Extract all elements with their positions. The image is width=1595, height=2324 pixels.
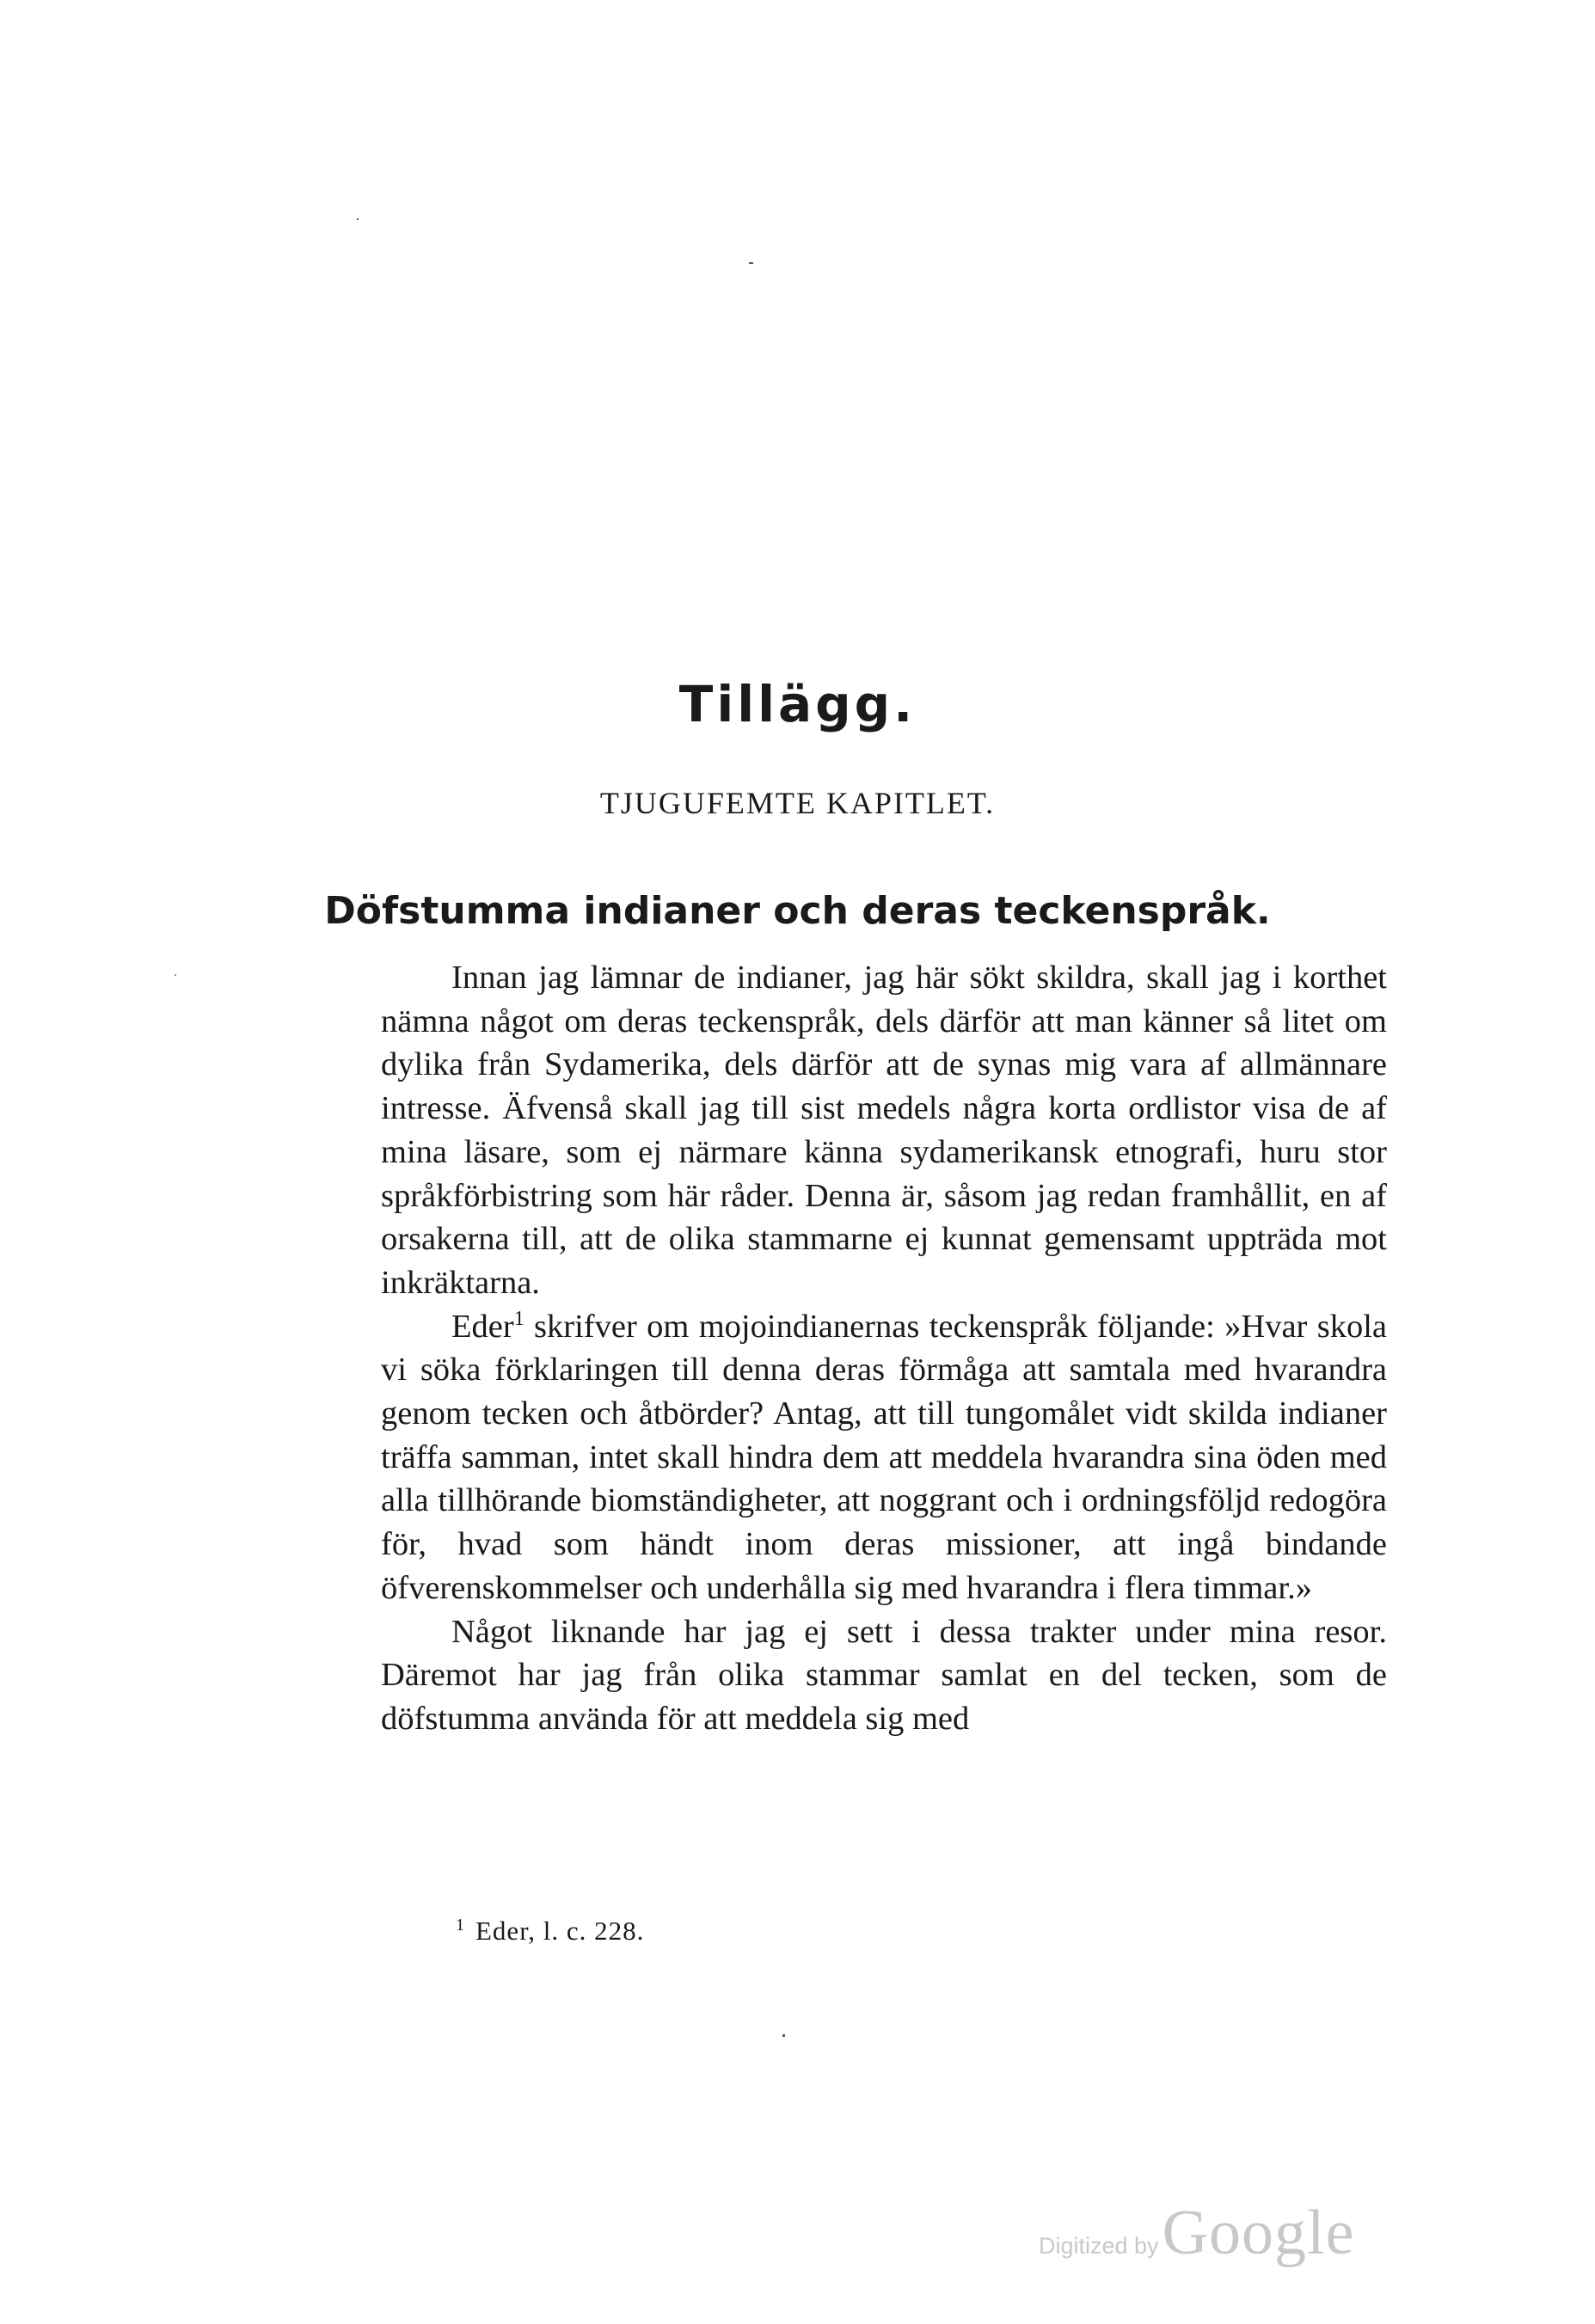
paragraph-3: Något liknande har jag ej sett i dessa trakter under mina resor. Däremot har jag från olika stammar samlat en del tecken, som de döfstumma använda för att meddela sig med	[381, 1613, 1387, 1737]
digitized-watermark	[1039, 2197, 1400, 2274]
scan-speck	[357, 218, 359, 220]
paragraph-2-lead: Eder	[451, 1308, 514, 1345]
chapter-label: TJUGUFEMTE KAPITLET.	[599, 786, 996, 820]
footnote-reference[interactable]: 1	[513, 1307, 525, 1330]
footnote-text: Eder, l. c. 228.	[475, 1916, 645, 1946]
body-text	[381, 956, 1387, 1741]
scan-speck	[175, 974, 176, 976]
scan-speck	[749, 262, 753, 264]
paragraph-2	[381, 1305, 1387, 1610]
watermark-prefix: Digitized by	[1039, 2233, 1159, 2259]
paragraph-1: Innan jag lämnar de indianer, jag här sökt skildra, skall jag i korthet nämna något om deras teckenspråk, dels därför att man känner så litet om dylika från Sydamerika, dels därför att de synas mig vara af allmännare intresse. Äfvenså skall jag till sist medels några korta ordlistor visa de af mina läsare, som ej närmare känna sydamerikansk etnografi, huru stor språkförbistring som här råder. Denna är, såsom jag redan framhållit, en af orsakerna till, att de olika stammarne ej kunnat gemensamt uppträda mot inkräktarna.	[381, 960, 1387, 1301]
footnote-number: 1	[456, 1915, 465, 1935]
chapter-title: Döfstumma indianer och deras teckenspråk.	[324, 888, 1271, 933]
scan-speck	[782, 2034, 785, 2037]
paragraph-2-text: skrifver om mojoindianernas teckenspråk följande: »Hvar skola vi söka förklaringen till denna deras förmåga att samtala med hvarandra genom tecken och åtbörder? Antag, att till tungomålet vidt skilda indianer träffa samman, intet skall hindra dem att meddela hvarandra sina öden med alla tillhörande biomständigheter, att noggrant och i ordningsföljd redogöra för, hvad som händt inom deras missioner, att ingå bindande öfverenskommelser och underhålla sig med hvarandra i flera timmar.»	[381, 1308, 1387, 1606]
page-title: Tillägg.	[678, 674, 917, 733]
google-logo: Google	[1162, 2198, 1355, 2268]
footnote	[456, 1914, 644, 1948]
